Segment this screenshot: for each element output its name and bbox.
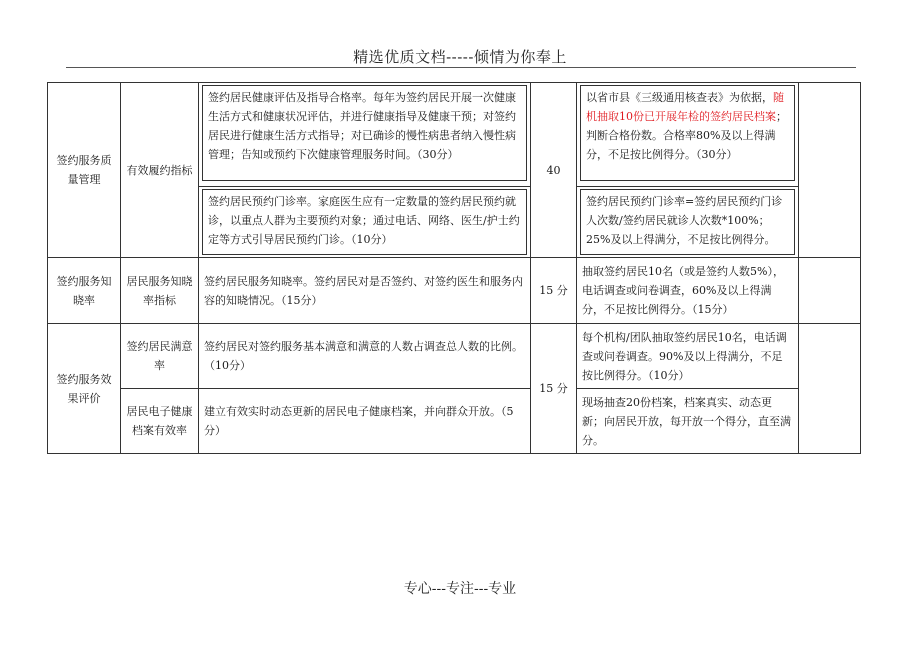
method-cell (577, 83, 799, 187)
method-box (580, 85, 795, 181)
category-cell: 签约服务知晓率 (48, 258, 121, 324)
method-box: 签约居民预约门诊率=签约居民预约门诊人次数/签约居民就诊人次数*100%；25%及以上得满分，不足按比例得分。 (580, 189, 795, 255)
category-cell: 签约服务质量管理 (48, 83, 121, 258)
method-cell: 现场抽查20份档案，档案真实、动态更新；向居民开放，每开放一个得分，直至满分。 (577, 389, 799, 454)
method-cell: 每个机构/团队抽取签约居民10名，电话调查或问卷调查。90%及以上得满分，不足按比例得分。（10分） (577, 324, 799, 389)
content-box: 签约居民健康评估及指导合格率。每年为签约居民开展一次健康生活方式和健康状况评估，并进行健康指导及健康干预；对签约居民进行健康生活方式指导；对已确诊的慢性病患者纳入慢性病管理；告知或预约下次健康管理服务时间。（30分） (202, 85, 527, 181)
header-divider (66, 67, 856, 68)
assessment-table (47, 82, 861, 454)
score-cell: 40 (531, 83, 577, 258)
content-cell (199, 83, 531, 187)
score-cell: 15 分 (531, 258, 577, 324)
remark-cell (799, 324, 861, 454)
content-cell: 签约居民对签约服务基本满意和满意的人数占调查总人数的比例。（10分） (199, 324, 531, 389)
page-header-title: 精选优质文档-----倾情为你奉上 (353, 48, 567, 66)
content-cell: 建立有效实时动态更新的居民电子健康档案，并向群众开放。（5分） (199, 389, 531, 454)
table-row (48, 324, 861, 389)
indicator-cell: 有效履约指标 (121, 83, 199, 258)
content-box: 签约居民预约门诊率。家庭医生应有一定数量的签约居民预约就诊，以重点人群为主要预约对象；通过电话、网络、医生/护士约定等方式引导居民预约门诊。（10分） (202, 189, 527, 255)
table-row (48, 389, 861, 454)
remark-cell (799, 83, 861, 258)
content-cell: 签约居民服务知晓率。签约居民对是否签约、对签约医生和服务内容的知晓情况。（15分） (199, 258, 531, 324)
table-row (48, 258, 861, 324)
remark-cell (799, 258, 861, 324)
indicator-cell: 居民电子健康档案有效率 (121, 389, 199, 454)
method-highlight-text: 随机抽取10份已开展年检的签约居民档案 (586, 91, 784, 123)
page-footer-text: 专心---专注---专业 (403, 581, 517, 597)
method-text: 以省市县《三级通用核查表》为依据， (586, 91, 773, 104)
table-row (48, 83, 861, 187)
indicator-cell: 居民服务知晓率指标 (121, 258, 199, 324)
category-cell: 签约服务效果评价 (48, 324, 121, 454)
indicator-cell: 签约居民满意率 (121, 324, 199, 389)
method-cell (577, 186, 799, 257)
content-cell (199, 186, 531, 257)
score-cell: 15 分 (531, 324, 577, 454)
method-cell: 抽取签约居民10名（或是签约人数5%），电话调查或问卷调查，60%及以上得满分，不足按比例得分。（15分） (577, 258, 799, 324)
method-text: ；判断合格份数。合格率80%及以上得满分，不足按比例得分。（30分） (586, 110, 787, 161)
